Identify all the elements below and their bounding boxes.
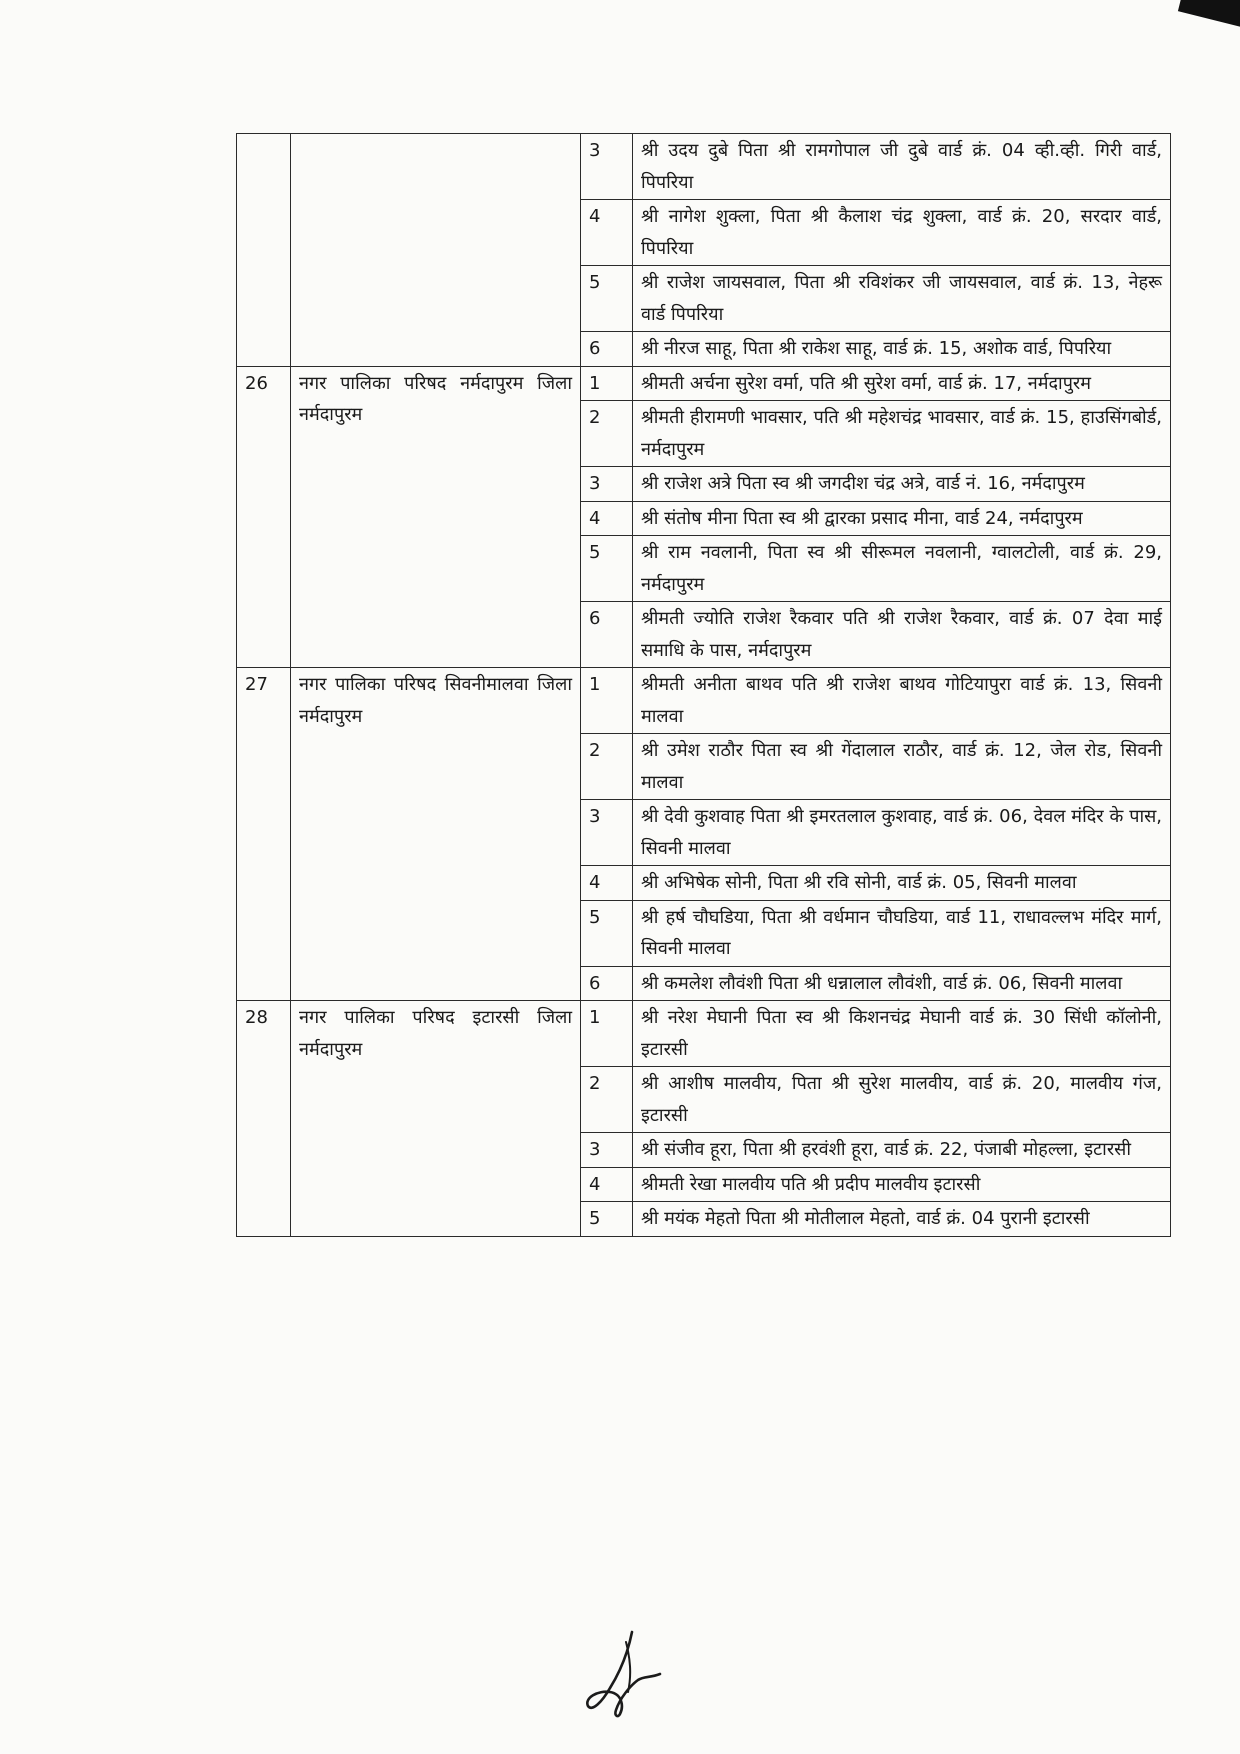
member-number-cell: 1: [581, 1001, 633, 1067]
member-detail-cell: श्री राजेश अत्रे पिता स्व श्री जगदीश चंद्र अत्रे, वार्ड नं. 16, नर्मदापुरम: [633, 467, 1171, 502]
member-number-cell: 1: [581, 366, 633, 401]
member-number-cell: 4: [581, 200, 633, 266]
member-detail-cell: श्री देवी कुशवाह पिता श्री इमरतलाल कुशवाह, वार्ड क्रं. 06, देवल मंदिर के पास, सिवनी मालवा: [633, 800, 1171, 866]
member-detail-cell: श्री नीरज साहू, पिता श्री राकेश साहू, वार्ड क्रं. 15, अशोक वार्ड, पिपरिया: [633, 332, 1171, 367]
member-detail-cell: श्री उमेश राठौर पिता स्व श्री गेंदालाल राठौर, वार्ड क्रं. 12, जेल रोड, सिवनी मालवा: [633, 734, 1171, 800]
member-number-cell: 3: [581, 134, 633, 200]
member-detail-cell: श्री मयंक मेहतो पिता श्री मोतीलाल मेहतो, वार्ड क्रं. 04 पुरानी इटारसी: [633, 1202, 1171, 1237]
member-number-cell: 2: [581, 734, 633, 800]
table-row: [237, 1001, 1171, 1067]
council-name-cell: नगर पालिका परिषद सिवनीमालवा जिला नर्मदापुरम: [291, 668, 581, 1001]
member-number-cell: 6: [581, 332, 633, 367]
member-detail-cell: श्री अभिषेक सोनी, पिता श्री रवि सोनी, वार्ड क्रं. 05, सिवनी मालवा: [633, 866, 1171, 901]
member-number-cell: 1: [581, 668, 633, 734]
council-serial-cell: 28: [237, 1001, 291, 1237]
member-number-cell: 4: [581, 866, 633, 901]
member-detail-cell: श्री कमलेश लौवंशी पिता श्री धन्नालाल लौवंशी, वार्ड क्रं. 06, सिवनी मालवा: [633, 966, 1171, 1001]
member-detail-cell: श्रीमती अर्चना सुरेश वर्मा, पति श्री सुरेश वर्मा, वार्ड क्रं. 17, नर्मदापुरम: [633, 366, 1171, 401]
nominee-table-body: [237, 134, 1171, 1237]
member-detail-cell: श्री संजीव हूरा, पिता श्री हरवंशी हूरा, वार्ड क्रं. 22, पंजाबी मोहल्ला, इटारसी: [633, 1133, 1171, 1168]
member-number-cell: 6: [581, 602, 633, 668]
council-serial-cell: 27: [237, 668, 291, 1001]
member-number-cell: 5: [581, 900, 633, 966]
member-number-cell: 3: [581, 1133, 633, 1168]
member-number-cell: 6: [581, 966, 633, 1001]
table-row: [237, 668, 1171, 734]
signature: [580, 1628, 670, 1720]
member-number-cell: 5: [581, 1202, 633, 1237]
nominee-table: [236, 133, 1171, 1237]
member-number-cell: 3: [581, 467, 633, 502]
member-number-cell: 5: [581, 266, 633, 332]
member-detail-cell: श्रीमती ज्योति राजेश रैकवार पति श्री राजेश रैकवार, वार्ड क्रं. 07 देवा माई समाधि के पास, नर्मदापुरम: [633, 602, 1171, 668]
member-detail-cell: श्री आशीष मालवीय, पिता श्री सुरेश मालवीय, वार्ड क्रं. 20, मालवीय गंज, इटारसी: [633, 1067, 1171, 1133]
member-number-cell: 4: [581, 501, 633, 536]
member-detail-cell: श्री राजेश जायसवाल, पिता श्री रविशंकर जी जायसवाल, वार्ड क्रं. 13, नेहरू वार्ड पिपरिया: [633, 266, 1171, 332]
member-number-cell: 4: [581, 1167, 633, 1202]
member-number-cell: 2: [581, 401, 633, 467]
council-name-cell: नगर पालिका परिषद नर्मदापुरम जिला नर्मदापुरम: [291, 366, 581, 668]
member-detail-cell: श्री उदय दुबे पिता श्री रामगोपाल जी दुबे वार्ड क्रं. 04 व्ही.व्ही. गिरी वार्ड, पिपरिया: [633, 134, 1171, 200]
council-name-cell: [291, 134, 581, 367]
council-serial-cell: [237, 134, 291, 367]
member-detail-cell: श्रीमती रेखा मालवीय पति श्री प्रदीप मालवीय इटारसी: [633, 1167, 1171, 1202]
scan-corner-mark: [1178, 0, 1240, 28]
member-number-cell: 3: [581, 800, 633, 866]
member-detail-cell: श्री नरेश मेघानी पिता स्व श्री किशनचंद्र मेघानी वार्ड क्रं. 30 सिंधी कॉलोनी, इटारसी: [633, 1001, 1171, 1067]
member-detail-cell: श्री नागेश शुक्ला, पिता श्री कैलाश चंद्र शुक्ला, वार्ड क्रं. 20, सरदार वार्ड, पिपरिया: [633, 200, 1171, 266]
member-detail-cell: श्री संतोष मीना पिता स्व श्री द्वारका प्रसाद मीना, वार्ड 24, नर्मदापुरम: [633, 501, 1171, 536]
member-detail-cell: श्री हर्ष चौघडिया, पिता श्री वर्धमान चौघडिया, वार्ड 11, राधावल्लभ मंदिर मार्ग, सिवनी मालवा: [633, 900, 1171, 966]
table-row: [237, 134, 1171, 200]
member-number-cell: 2: [581, 1067, 633, 1133]
table-row: [237, 366, 1171, 401]
member-number-cell: 5: [581, 536, 633, 602]
member-detail-cell: श्रीमती हीरामणी भावसार, पति श्री महेशचंद्र भावसार, वार्ड क्रं. 15, हाउसिंगबोर्ड, नर्मदापुरम: [633, 401, 1171, 467]
council-serial-cell: 26: [237, 366, 291, 668]
council-name-cell: नगर पालिका परिषद इटारसी जिला नर्मदापुरम: [291, 1001, 581, 1237]
member-detail-cell: श्री राम नवलानी, पिता स्व श्री सीरूमल नवलानी, ग्वालटोली, वार्ड क्रं. 29, नर्मदापुरम: [633, 536, 1171, 602]
member-detail-cell: श्रीमती अनीता बाथव पति श्री राजेश बाथव गोटियापुरा वार्ड क्रं. 13, सिवनी मालवा: [633, 668, 1171, 734]
